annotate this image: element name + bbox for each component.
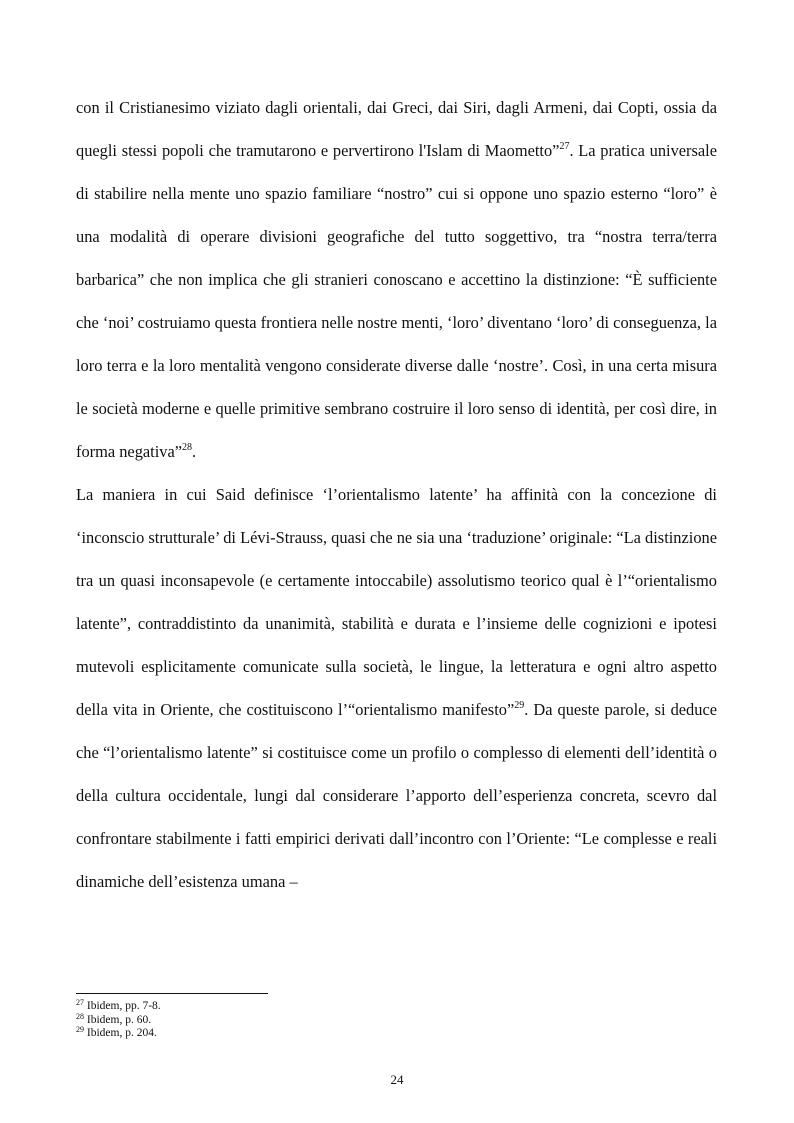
footnote-text: Ibidem, p. 204. (86, 1027, 157, 1039)
footnote-text: Ibidem, pp. 7-8. (86, 1000, 161, 1012)
footnote-ref[interactable]: 27 (559, 141, 570, 152)
paragraph (76, 86, 717, 473)
text-segment: . (192, 442, 197, 461)
body-text (76, 86, 717, 903)
footnote (76, 1027, 717, 1041)
page-number: 24 (390, 1072, 404, 1087)
footnote (76, 1000, 717, 1014)
footnote-number: 27 (76, 998, 84, 1007)
footnote-number: 28 (76, 1011, 84, 1021)
footnotes (76, 1000, 717, 1041)
text-segment: . Da queste parole, si deduce che “l’orientalismo latente” si costituisce come un profilo o complesso di elementi dell’identità o della cultura occidentale, lungi dal considerare l’apporto dell’esperienza concreta, scevro dal confrontare stabilmente i fatti empirici derivati dall’incontro con l’Oriente: “Le complesse e reali dinamiche dell’esistenza umana – (76, 700, 717, 891)
footnote-separator (76, 993, 268, 994)
footnote-number: 29 (76, 1025, 84, 1034)
text-segment: con il Cristianesimo viziato dagli orientali, dai Greci, dai Siri, dagli Armeni, dai Copti, ossia da quegli stessi popoli che tramutarono e pervertirono l'Islam di Maometto” (76, 98, 717, 160)
footnote-ref[interactable]: 29 (514, 700, 525, 711)
text-segment: La maniera in cui Said definisce ‘l’orientalismo latente’ ha affinità con la concezione di ‘inconscio strutturale’ di Lévi-Strauss, quasi che ne sia una ‘traduzione’ originale: “La distinzione tra un quasi inconsapevole (e certamente intoccabile) assolutismo teorico qual è l’“orientalismo latente”, contraddistinto da unanimità, stabilità e durata e l’insieme delle cognizioni e ipotesi mutevoli esplicitamente comunicate sulla società, le lingue, la letteratura e ogni altro aspetto della vita in Oriente, che costituiscono l’“orientalismo manifesto” (76, 485, 717, 719)
footnote-ref[interactable]: 28 (182, 442, 193, 453)
footnote (76, 1011, 717, 1028)
paragraph (76, 473, 717, 903)
text-segment: . La pratica universale di stabilire nella mente uno spazio familiare “nostro” cui si oppone uno spazio esterno “loro” è una modalità di operare divisioni geografiche del tutto soggettivo, tra “nostra terra/terra barbarica” che non implica che gli stranieri conoscano e accettino la distinzione: “È sufficiente che ‘noi’ costruiamo questa frontiera nelle nostre menti, ‘loro’ diventano ‘loro’ di conseguenza, la loro terra e la loro mentalità vengono considerate diverse dalle ‘nostre’. Così, in una certa misura le società moderne e quelle primitive sembrano costruire il loro senso di identità, per così dire, in forma negativa” (76, 141, 717, 461)
footnote-text: Ibidem, p. 60. (86, 1013, 152, 1026)
